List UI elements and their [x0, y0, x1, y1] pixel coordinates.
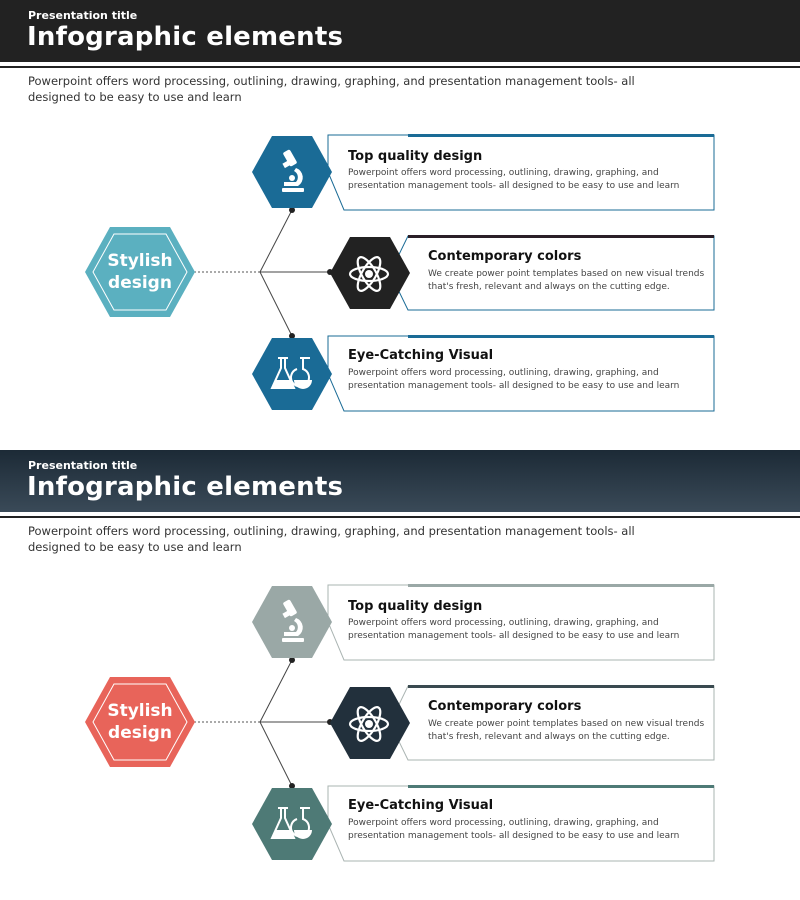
item-desc-1: Powerpoint offers word processing, outlining, drawing, graphing, and presentation management tools- all designed to be easy to use and learn: [348, 168, 680, 191]
atom-icon: [347, 702, 391, 746]
presentation-title: Presentation title: [28, 459, 138, 472]
item-desc-2: We create power point templates based on new visual trends that's fresh, relevant and always on the cutting edge.: [428, 719, 705, 742]
slide-title: Infographic elements: [27, 472, 344, 502]
flasks-icon: [270, 804, 316, 844]
item-title-1: Top quality design: [348, 599, 483, 614]
item-title-2: Contemporary colors: [428, 249, 582, 264]
center-label-line1: Stylish: [107, 701, 173, 721]
item-title-2: Contemporary colors: [428, 699, 582, 714]
item-title-3: Eye-Catching Visual: [348, 348, 494, 363]
item-desc-3: Powerpoint offers word processing, outlining, drawing, graphing, and presentation management tools- all designed to be easy to use and learn: [348, 818, 680, 841]
card-accent-2: [408, 685, 714, 688]
slide-subtitle: Powerpoint offers word processing, outlining, drawing, graphing, and presentation management tools- all designed to be easy to use and learn: [28, 524, 635, 554]
card-accent-1: [408, 134, 714, 137]
item-desc-3: Powerpoint offers word processing, outlining, drawing, graphing, and presentation management tools- all designed to be easy to use and learn: [348, 368, 680, 391]
slide-2: [0, 450, 800, 900]
center-label: [85, 250, 195, 294]
atom-icon: [347, 252, 391, 296]
microscope-icon: [274, 148, 310, 196]
connector-line: [260, 210, 292, 272]
connector-line: [260, 660, 292, 722]
connector-line: [260, 722, 292, 786]
card-accent-3: [408, 335, 714, 338]
slide-subtitle: Powerpoint offers word processing, outlining, drawing, graphing, and presentation management tools- all designed to be easy to use and learn: [28, 74, 635, 104]
card-accent-1: [408, 584, 714, 587]
connector-line: [260, 272, 292, 336]
item-title-3: Eye-Catching Visual: [348, 798, 494, 813]
microscope-icon: [274, 598, 310, 646]
presentation-title: Presentation title: [28, 9, 138, 22]
item-title-1: Top quality design: [348, 149, 483, 164]
center-label-line2: design: [108, 723, 172, 743]
item-desc-1: Powerpoint offers word processing, outlining, drawing, graphing, and presentation management tools- all designed to be easy to use and learn: [348, 618, 680, 641]
card-accent-3: [408, 785, 714, 788]
slide-title: Infographic elements: [27, 22, 344, 52]
center-label-line2: design: [108, 273, 172, 293]
flasks-icon: [270, 354, 316, 394]
item-desc-2: We create power point templates based on new visual trends that's fresh, relevant and always on the cutting edge.: [428, 269, 705, 292]
card-accent-2: [408, 235, 714, 238]
center-label-line1: Stylish: [107, 251, 173, 271]
center-label: [85, 700, 195, 744]
